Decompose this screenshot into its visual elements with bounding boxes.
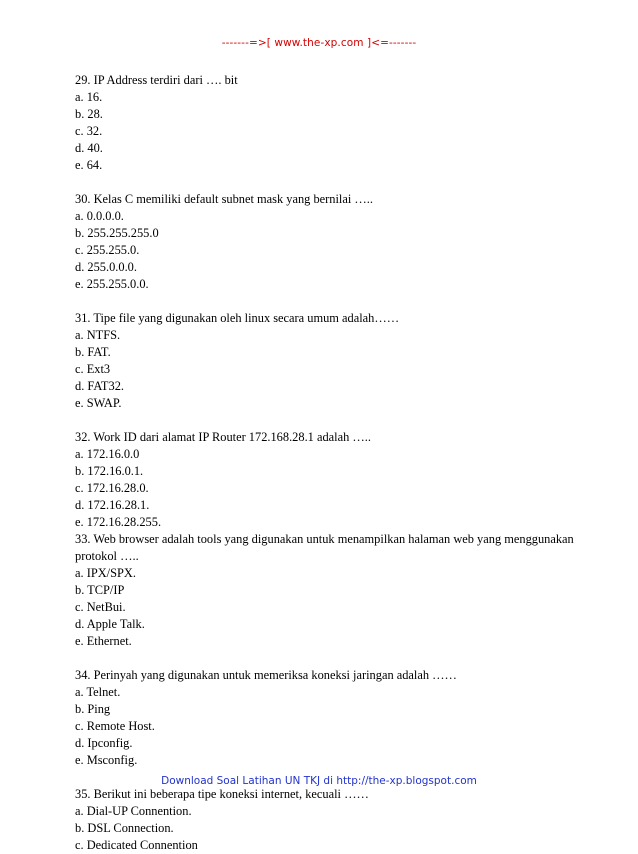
option-d: d. Apple Talk.	[75, 617, 145, 631]
option-a: a. Telnet.	[75, 685, 121, 699]
option-e: e. 64.	[75, 158, 103, 172]
option-b: b. Ping	[75, 702, 111, 716]
option-c: c. 255.255.0.	[75, 243, 140, 257]
question-31	[75, 310, 575, 412]
option-a: a. Dial-UP Connention.	[75, 804, 192, 818]
option-c: c. Dedicated Connention	[75, 838, 198, 852]
option-d: d. Ipconfig.	[75, 736, 133, 750]
question-32	[75, 429, 575, 531]
option-d: d. FAT32.	[75, 379, 124, 393]
question-text: 34. Perinyah yang digunakan untuk memeriksa koneksi jaringan adalah ……	[75, 668, 457, 682]
question-29	[75, 72, 575, 174]
question-33	[75, 531, 575, 650]
question-text: 32. Work ID dari alamat IP Router 172.168.28.1 adalah …..	[75, 430, 371, 444]
option-d: d. 40.	[75, 141, 103, 155]
option-b: b. 172.16.0.1.	[75, 464, 144, 478]
option-b: b. 255.255.255.0	[75, 226, 159, 240]
question-35	[75, 786, 575, 854]
question-30	[75, 191, 575, 293]
option-b: b. FAT.	[75, 345, 111, 359]
option-b: b. DSL Connection.	[75, 821, 174, 835]
option-c: c. NetBui.	[75, 600, 126, 614]
option-c: c. 172.16.28.0.	[75, 481, 149, 495]
option-e: e. Ethernet.	[75, 634, 132, 648]
option-c: c. Ext3	[75, 362, 111, 376]
question-text: 31. Tipe file yang digunakan oleh linux secara umum adalah……	[75, 311, 400, 325]
question-34	[75, 667, 575, 769]
option-e: e. 255.255.0.0.	[75, 277, 149, 291]
question-text: 35. Berikut ini beberapa tipe koneksi internet, kecuali ……	[75, 787, 369, 801]
option-c: c. 32.	[75, 124, 103, 138]
option-e: e. 172.16.28.255.	[75, 515, 162, 529]
option-a: a. 16.	[75, 90, 103, 104]
question-list	[75, 72, 575, 854]
option-a: a. NTFS.	[75, 328, 121, 342]
option-d: d. 172.16.28.1.	[75, 498, 150, 512]
page-header-link[interactable]: -------=>[ www.the-xp.com ]<=-------	[221, 37, 417, 49]
option-e: e. SWAP.	[75, 396, 122, 410]
question-text: 33. Web browser adalah tools yang digunakan untuk menampilkan halaman web yang menggunakan protokol …..	[75, 532, 574, 563]
option-a: a. IPX/SPX.	[75, 566, 136, 580]
question-text: 29. IP Address terdiri dari …. bit	[75, 73, 238, 87]
option-e: e. Msconfig.	[75, 753, 138, 767]
option-d: d. 255.0.0.0.	[75, 260, 137, 274]
option-c: c. Remote Host.	[75, 719, 155, 733]
question-text: 30. Kelas C memiliki default subnet mask yang bernilai …..	[75, 192, 374, 206]
option-a: a. 172.16.0.0	[75, 447, 140, 461]
option-b: b. TCP/IP	[75, 583, 125, 597]
option-b: b. 28.	[75, 107, 103, 121]
page-footer-link[interactable]: Download Soal Latihan UN TKJ di http://the-xp.blogspot.com	[161, 775, 477, 787]
option-a: a. 0.0.0.0.	[75, 209, 124, 223]
